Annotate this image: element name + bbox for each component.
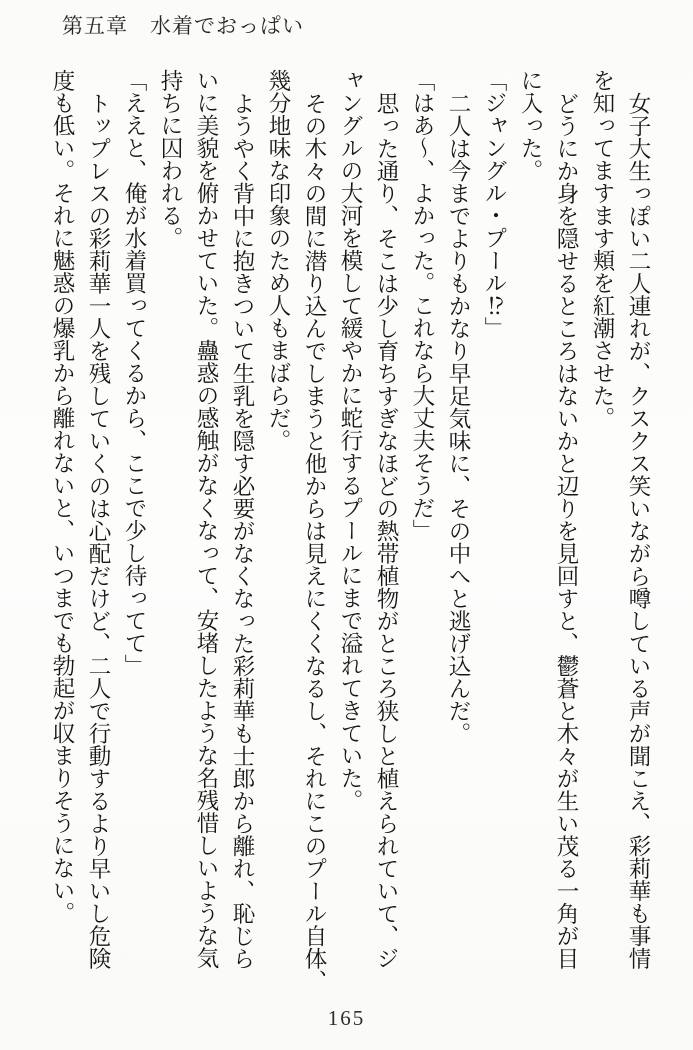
text-column: 持ちに囚われる。 bbox=[158, 69, 183, 249]
text-column: 度も低い。それに魅惑の爆乳から離れないと、いつまでも勃起が収まりそうにない。 bbox=[50, 69, 75, 924]
page-number: 165 bbox=[327, 1006, 366, 1030]
text-column: に入った。 bbox=[518, 69, 543, 182]
text-column: ャングルの大河を模して緩やかに蛇行するプールにまで溢れてきていた。 bbox=[338, 69, 363, 812]
text-column: ようやく背中に抱きついて生乳を隠す必要がなくなった彩莉華も士郎から離れ、恥じら bbox=[230, 91, 255, 969]
text-column: 思った通り、そこは少し育ちすぎなほどの熱帯植物がところ狭しと植えられていて、ジ bbox=[374, 91, 399, 969]
text-column: トップレスの彩莉華一人を残していくのは心配だけど、二人で行動するより早いし危険 bbox=[86, 91, 111, 969]
text-column: 二人は今までよりもかなり早足気味に、その中へと逃げ込んだ。 bbox=[446, 91, 471, 744]
text-column: 幾分地味な印象のため人もまばらだ。 bbox=[266, 69, 291, 452]
chapter-running-header: 第五章 水着でおっぱい bbox=[62, 14, 304, 38]
text-column: どうにか身を隠せるところはないかと辺りを見回すと、鬱蒼と木々が生い茂る一角が目 bbox=[554, 91, 579, 969]
text-column: その木々の間に潜り込んでしまうと他からは見えにくくなるし、それにこのプール自体、 bbox=[302, 91, 327, 992]
text-column: を知ってますます頬を紅潮させた。 bbox=[590, 69, 615, 429]
text-column-dialogue: 「ええと、俺が水着買ってくるから、ここで少し待ってて」 bbox=[122, 69, 147, 677]
text-column: いに美貌を俯かせていた。蠱惑の感触がなくなって、安堵したような名残惜しいような気 bbox=[194, 69, 219, 969]
body-text-area bbox=[44, 69, 656, 992]
text-column-dialogue: 「はあ〜、よかった。これなら大丈夫そうだ」 bbox=[410, 69, 435, 542]
text-column: 女子大生っぽい二人連れが、クスクス笑いながら噂している声が聞こえ、彩莉華も事情 bbox=[626, 91, 651, 969]
text-column-dialogue: 「ジャングル・プール⁉」 bbox=[482, 69, 507, 339]
